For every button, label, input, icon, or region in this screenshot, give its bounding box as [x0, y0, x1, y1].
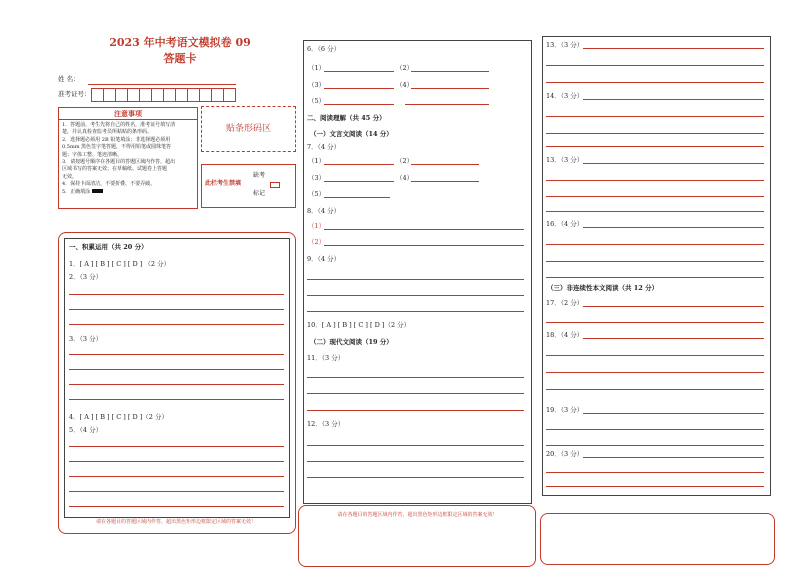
answer-line[interactable]	[546, 472, 764, 473]
q6-blank-3[interactable]	[324, 88, 394, 89]
q17-label: 17．（2 分）	[546, 299, 584, 307]
q4-choices[interactable]: 4．[ A ] [ B ] [ C ] [ D ]（2 分）	[69, 413, 169, 421]
answer-line[interactable]	[546, 82, 764, 83]
q18-label: 18．（4 分）	[546, 331, 584, 339]
page-subtitle: 答题卡	[163, 52, 197, 65]
q7-label: 7．（4 分）	[307, 143, 341, 151]
answer-line[interactable]	[69, 384, 284, 385]
name-field[interactable]	[88, 84, 236, 85]
answer-line[interactable]	[307, 445, 524, 446]
notice-list	[59, 120, 197, 196]
notice-box	[58, 107, 198, 209]
answer-line[interactable]	[583, 338, 764, 339]
answer-line[interactable]	[546, 429, 764, 430]
answer-line[interactable]	[583, 306, 764, 307]
q7-blank-3[interactable]	[324, 181, 394, 182]
q7-blank-4[interactable]	[411, 181, 479, 182]
notice-item: 无效。	[62, 173, 78, 180]
absent-checkbox[interactable]	[270, 182, 280, 188]
q7-blank-3-label: （3）	[308, 174, 326, 182]
notice-item: 1．答题前，考生先将自己的姓名，准考证号填写清	[62, 122, 176, 128]
q8-blank-2[interactable]	[324, 245, 524, 246]
q6-blank-5[interactable]	[324, 104, 394, 105]
answer-line[interactable]	[307, 279, 524, 280]
q7-blank-5[interactable]	[324, 197, 390, 198]
id-label: 准考证号：	[58, 90, 91, 98]
notice-item: 题；字体工整、笔迹清晰。	[62, 151, 123, 158]
notice-item: 楚，并认真检查监考员所粘贴的条形码。	[62, 129, 153, 136]
answer-line[interactable]	[69, 446, 284, 447]
answer-line[interactable]	[583, 163, 764, 164]
q7-blank-4-label: （4）	[396, 174, 414, 182]
q20-label: 20．（3 分）	[546, 450, 584, 458]
column2-bottom-frame	[298, 505, 536, 567]
q6-blank-5-label: （5）	[308, 97, 326, 105]
answer-line[interactable]	[405, 104, 489, 105]
answer-line[interactable]	[546, 277, 764, 278]
warning-text-col2: 请在各题目的答题区域内作答，超出黑色矩形边框限定区域的答案无效！	[337, 512, 498, 518]
answer-line[interactable]	[307, 461, 524, 462]
q8-blank-1-label: （1）	[308, 222, 326, 230]
answer-line[interactable]	[546, 116, 764, 117]
page-title: 2023 年中考语文模拟卷 09	[109, 36, 251, 49]
q7-blank-1[interactable]	[324, 164, 394, 165]
answer-line[interactable]	[546, 322, 764, 323]
q16-label: 16．（4 分）	[546, 220, 584, 228]
answer-line[interactable]	[546, 389, 764, 390]
q6-label: 6．（6 分）	[307, 45, 341, 53]
answer-line[interactable]	[546, 211, 764, 212]
answer-line[interactable]	[546, 445, 764, 446]
q6-blank-2-label: （2）	[396, 64, 414, 72]
notice-item: 4．保持卡面清洁，不要折叠、不要弄破。	[62, 181, 156, 188]
section2-title: 二、阅读理解（共 45 分）	[307, 114, 386, 122]
q6-blank-2[interactable]	[411, 71, 489, 72]
q3-label: 3．（3 分）	[69, 335, 103, 343]
q8-label: 8．（4 分）	[307, 207, 341, 215]
answer-line[interactable]	[69, 491, 284, 492]
column3-answer-frame	[542, 36, 771, 496]
answer-line[interactable]	[69, 506, 284, 507]
notice-item: 5．正确填涂	[62, 189, 195, 196]
answer-line[interactable]	[307, 477, 524, 478]
answer-line[interactable]	[69, 324, 284, 325]
sub1-title: （一）文言文阅读（14 分）	[310, 130, 393, 138]
answer-line[interactable]	[583, 227, 764, 228]
q13b-label: 13．（3 分）	[546, 156, 584, 164]
filled-mark-sample	[92, 189, 103, 193]
absent-forbidden-label: 此栏考生禁填	[205, 180, 242, 187]
answer-line[interactable]	[583, 413, 764, 414]
answer-line[interactable]	[546, 372, 764, 373]
answer-line[interactable]	[69, 369, 284, 370]
q12-label: 12．（3 分）	[307, 420, 345, 428]
column3-bottom-frame	[540, 513, 775, 565]
answer-line[interactable]	[69, 461, 284, 462]
answer-line[interactable]	[583, 99, 764, 100]
section1-title: 一、积累运用（共 20 分）	[69, 243, 148, 251]
q7-blank-2[interactable]	[411, 164, 479, 165]
q14-label: 14．（3 分）	[546, 92, 584, 100]
q11-label: 11．（3 分）	[307, 354, 345, 362]
notice-item: 区域书写的答案无效；在草稿纸、试题卷上答题	[62, 166, 168, 173]
q2-label: 2．（3 分）	[69, 273, 103, 281]
answer-line[interactable]	[546, 244, 764, 245]
answer-line[interactable]	[546, 65, 764, 66]
column2-answer-frame	[303, 40, 532, 504]
absent-mark-area	[201, 164, 296, 208]
q10-choices[interactable]: 10．[ A ] [ B ] [ C ] [ D ]（2 分）	[307, 321, 411, 329]
answer-line[interactable]	[307, 311, 524, 312]
q6-blank-4-label: （4）	[396, 81, 414, 89]
q7-blank-5-label: （5）	[308, 190, 326, 198]
absent-label: 缺考	[253, 172, 266, 179]
answer-line[interactable]	[546, 261, 764, 262]
answer-line[interactable]	[546, 180, 764, 181]
q7-blank-2-label: （2）	[396, 157, 414, 165]
answer-line[interactable]	[69, 354, 284, 355]
q8-blank-2-label: （2）	[308, 238, 326, 246]
q1-choices[interactable]: 1．[ A ] [ B ] [ C ] [ D ] （2 分）	[69, 260, 171, 268]
q6-blank-1[interactable]	[324, 71, 394, 72]
answer-line[interactable]	[546, 355, 764, 356]
answer-line[interactable]	[307, 393, 524, 394]
answer-line[interactable]	[546, 196, 764, 197]
answer-line[interactable]	[546, 486, 764, 487]
notice-item: 0.5mm 黑色签字笔答题，不得用铅笔或圆珠笔答	[62, 144, 172, 151]
mark-label: 标记	[253, 190, 266, 197]
q7-blank-1-label: （1）	[308, 157, 326, 165]
answer-line[interactable]	[69, 476, 284, 477]
warning-text-col1: 请在各题目的答题区域内作答，超出黑色矩形边框限定区域的答案无效！	[95, 519, 256, 525]
answer-line[interactable]	[307, 295, 524, 296]
q19-label: 19．（3 分）	[546, 406, 584, 414]
answer-line[interactable]	[583, 48, 764, 49]
answer-line[interactable]	[69, 399, 284, 400]
answer-line[interactable]	[69, 309, 284, 310]
q9-label: 9．（4 分）	[307, 255, 341, 263]
sub3-title: （三）非连续性本文阅读（共 12 分）	[547, 284, 659, 292]
q6-blank-1-label: （1）	[308, 64, 326, 72]
id-digit-box[interactable]	[223, 88, 236, 102]
answer-line[interactable]	[307, 377, 524, 378]
sub2-title: （二）现代文阅读（19 分）	[310, 338, 393, 346]
answer-line[interactable]	[69, 294, 284, 295]
q13a-label: 13．（3 分）	[546, 41, 584, 49]
answer-line[interactable]	[546, 146, 764, 147]
barcode-area	[201, 106, 296, 152]
q6-blank-3-label: （3）	[308, 81, 326, 89]
q6-blank-4[interactable]	[411, 88, 489, 89]
answer-line[interactable]	[307, 410, 524, 411]
answer-line[interactable]	[546, 133, 764, 134]
answer-line[interactable]	[583, 457, 764, 458]
notice-title: 注意事项	[59, 108, 197, 120]
q8-blank-1[interactable]	[324, 229, 524, 230]
q5-label: 5．（4 分）	[69, 426, 103, 434]
name-label: 姓 名：	[58, 75, 80, 83]
notice-item: 2．选择题必须用 2B 铅笔填涂；非选择题必须用	[62, 136, 171, 143]
barcode-label: 贴条形码区	[225, 124, 271, 134]
notice-item: 3．请按题号顺序在各题目的答题区域内作答，超出	[62, 159, 176, 166]
